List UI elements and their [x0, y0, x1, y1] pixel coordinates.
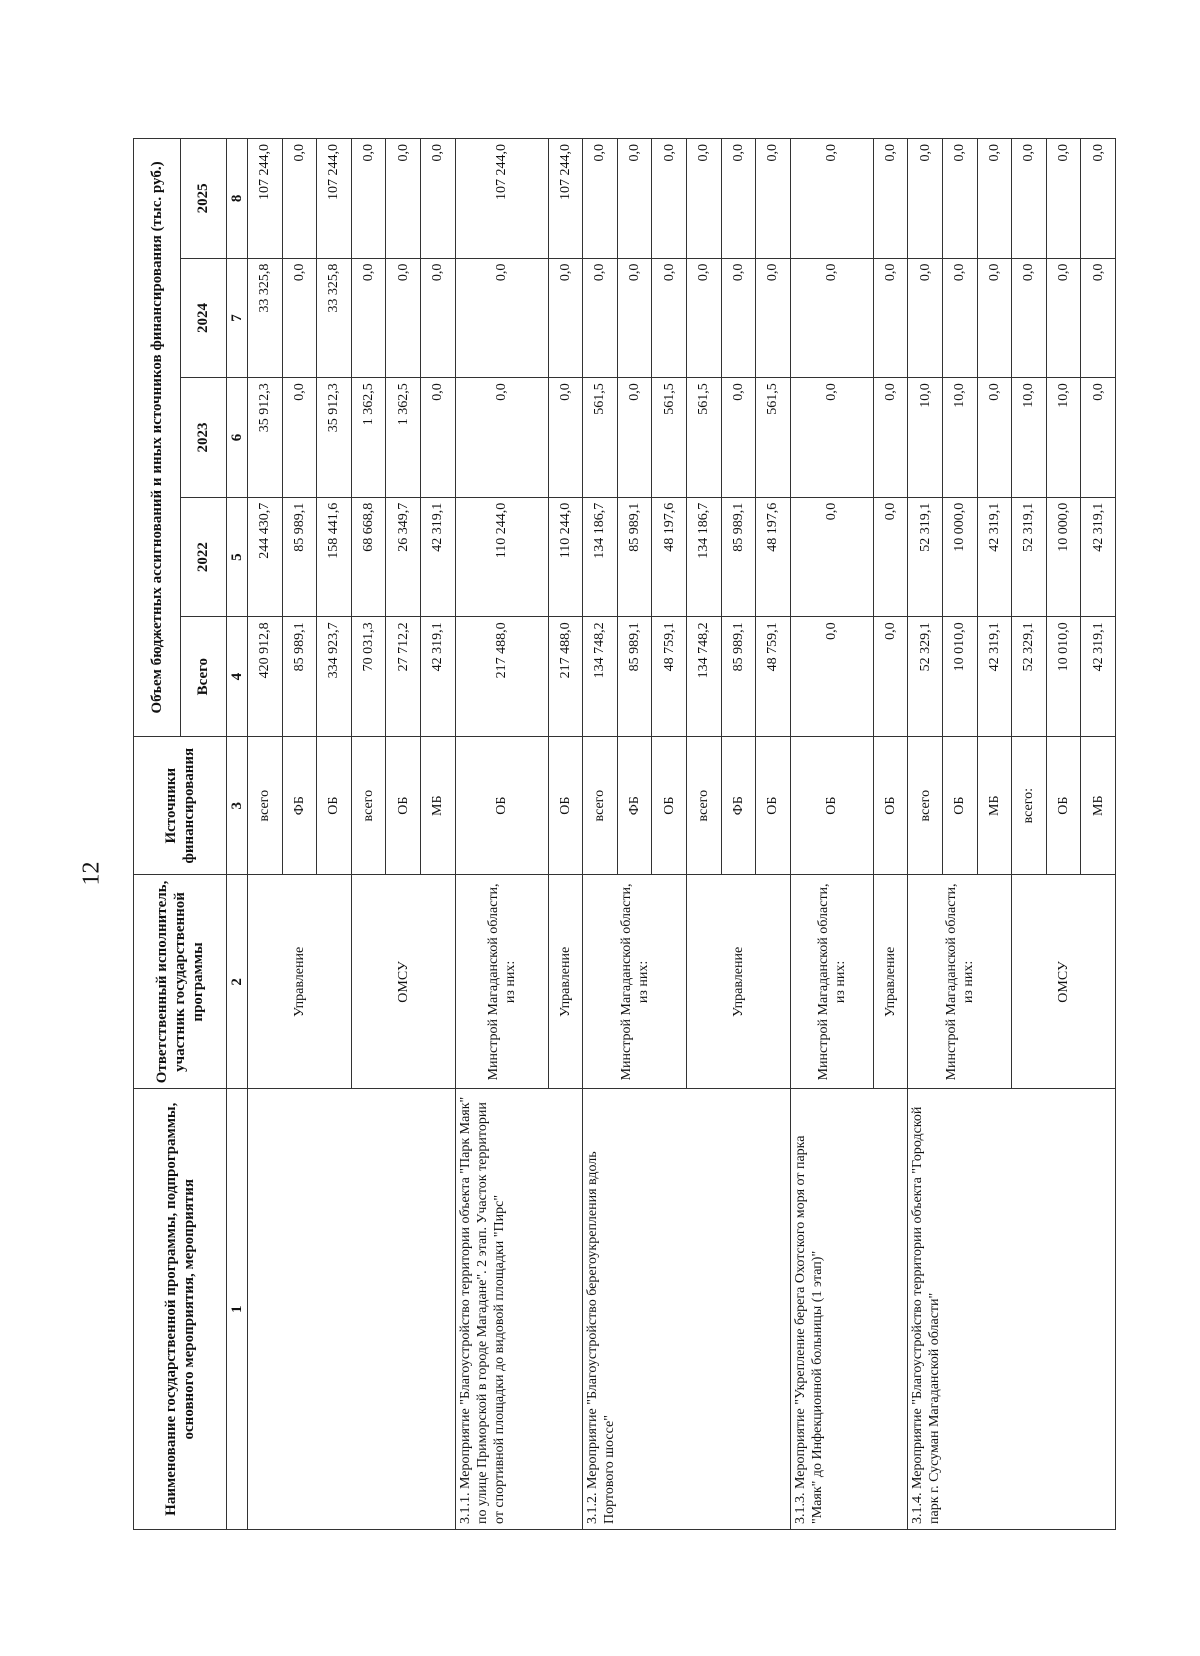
- row-2022: 85 989,1: [617, 497, 652, 617]
- row-total: 85 989,1: [721, 617, 756, 737]
- row-responsible: ОМСУ: [1012, 875, 1116, 1089]
- row-total: 42 319,1: [977, 617, 1012, 737]
- row-total: 0,0: [873, 617, 908, 737]
- row-2023: 1 362,5: [351, 378, 386, 498]
- row-source: МБ: [420, 736, 455, 874]
- row-total: 85 989,1: [282, 617, 317, 737]
- row-total: 70 031,3: [351, 617, 386, 737]
- row-2023: 0,0: [873, 378, 908, 498]
- row-source: всего: [351, 736, 386, 874]
- column-number: 3: [227, 736, 248, 874]
- header-source: Источники финансирования: [134, 736, 227, 874]
- row-total: 52 329,1: [908, 617, 943, 737]
- row-source: ОБ: [756, 736, 791, 874]
- row-total: 420 912,8: [248, 617, 283, 737]
- header-year-total: Всего: [180, 617, 227, 737]
- row-2022: 48 197,6: [652, 497, 687, 617]
- row-2024: 0,0: [908, 258, 943, 378]
- row-total: 10 010,0: [942, 617, 977, 737]
- header-year-2024: 2024: [180, 258, 227, 378]
- row-2024: 33 325,8: [317, 258, 352, 378]
- row-total: 334 923,7: [317, 617, 352, 737]
- row-2025: 0,0: [652, 139, 687, 259]
- row-2024: 0,0: [617, 258, 652, 378]
- row-2023: 0,0: [977, 378, 1012, 498]
- row-name: 3.1.1. Мероприятие "Благоустройство территории объекта "Парк Маяк" по улице Приморской в городе Магадане". 2 этап. Участок территории от спортивной площадки до видовой площадки "Пирс": [455, 1089, 583, 1530]
- column-number: 5: [227, 497, 248, 617]
- row-2025: 0,0: [873, 139, 908, 259]
- row-source: всего: [583, 736, 618, 874]
- row-2022: 110 244,0: [548, 497, 583, 617]
- row-2024: 0,0: [721, 258, 756, 378]
- row-2022: 110 244,0: [455, 497, 548, 617]
- table-row: [790, 139, 873, 1530]
- row-2024: 0,0: [790, 258, 873, 378]
- row-name: 3.1.4. Мероприятие "Благоустройство территории объекта "Городской парк г. Сусуман Магаданской области": [908, 1089, 1116, 1530]
- row-responsible: Минстрой Магаданской области, из них:: [790, 875, 873, 1089]
- row-2025: 0,0: [908, 139, 943, 259]
- row-2022: 42 319,1: [420, 497, 455, 617]
- row-name: 3.1.3. Мероприятие "Укрепление берега Охотского моря от парка "Маяк" до Инфекционной больницы (1 этап)": [790, 1089, 908, 1530]
- column-number: 6: [227, 378, 248, 498]
- row-2024: 0,0: [282, 258, 317, 378]
- row-total: 48 759,1: [652, 617, 687, 737]
- budget-table: [133, 138, 1116, 1530]
- row-2023: 10,0: [908, 378, 943, 498]
- row-2022: 26 349,7: [386, 497, 421, 617]
- row-2023: 0,0: [617, 378, 652, 498]
- row-2023: 0,0: [1081, 378, 1116, 498]
- header-name: Наименование государственной программы, подпрограммы, основного мероприятия, мероприятия: [134, 1089, 227, 1530]
- page-number: 12: [78, 861, 105, 886]
- row-2025: 0,0: [420, 139, 455, 259]
- row-2023: 0,0: [420, 378, 455, 498]
- row-2024: 0,0: [873, 258, 908, 378]
- row-2023: 561,5: [756, 378, 791, 498]
- row-source: ОБ: [652, 736, 687, 874]
- row-responsible: Управление: [548, 875, 583, 1089]
- row-2025: 0,0: [386, 139, 421, 259]
- row-total: 85 989,1: [617, 617, 652, 737]
- row-source: ФБ: [282, 736, 317, 874]
- row-2023: 0,0: [721, 378, 756, 498]
- header-year-2023: 2023: [180, 378, 227, 498]
- row-2023: 10,0: [1046, 378, 1081, 498]
- row-2022: 48 197,6: [756, 497, 791, 617]
- row-source: ОБ: [942, 736, 977, 874]
- row-2024: 0,0: [1081, 258, 1116, 378]
- column-number: 4: [227, 617, 248, 737]
- row-2024: 0,0: [942, 258, 977, 378]
- row-2022: 10 000,0: [942, 497, 977, 617]
- row-2025: 107 244,0: [248, 139, 283, 259]
- row-total: 52 329,1: [1012, 617, 1047, 737]
- header-column-numbers: [227, 139, 248, 1530]
- row-2023: 35 912,3: [317, 378, 352, 498]
- row-source: ОБ: [317, 736, 352, 874]
- row-2025: 0,0: [617, 139, 652, 259]
- row-2024: 0,0: [686, 258, 721, 378]
- row-2024: 0,0: [351, 258, 386, 378]
- row-2025: 107 244,0: [317, 139, 352, 259]
- row-2023: 561,5: [583, 378, 618, 498]
- row-source: всего:: [1012, 736, 1047, 874]
- row-2023: 0,0: [790, 378, 873, 498]
- row-2022: 85 989,1: [721, 497, 756, 617]
- row-2022: 85 989,1: [282, 497, 317, 617]
- row-source: МБ: [1081, 736, 1116, 874]
- row-2025: 0,0: [977, 139, 1012, 259]
- row-2022: 52 319,1: [908, 497, 943, 617]
- row-responsible: Минстрой Магаданской области, из них:: [455, 875, 548, 1089]
- row-2023: 0,0: [548, 378, 583, 498]
- row-2025: 0,0: [282, 139, 317, 259]
- row-name: [248, 1089, 456, 1530]
- row-2022: 244 430,7: [248, 497, 283, 617]
- row-source: ОБ: [548, 736, 583, 874]
- row-2024: 0,0: [386, 258, 421, 378]
- row-2025: 0,0: [756, 139, 791, 259]
- row-total: 217 488,0: [548, 617, 583, 737]
- row-source: всего: [908, 736, 943, 874]
- row-2025: 0,0: [583, 139, 618, 259]
- row-total: 0,0: [790, 617, 873, 737]
- row-total: 27 712,2: [386, 617, 421, 737]
- row-2024: 0,0: [756, 258, 791, 378]
- row-2025: 0,0: [351, 139, 386, 259]
- row-2025: 0,0: [1012, 139, 1047, 259]
- row-2025: 0,0: [1046, 139, 1081, 259]
- table-row: [908, 139, 943, 1530]
- row-2023: 561,5: [686, 378, 721, 498]
- header-year-2022: 2022: [180, 497, 227, 617]
- column-number: 7: [227, 258, 248, 378]
- row-responsible: Управление: [248, 875, 352, 1089]
- row-2025: 0,0: [790, 139, 873, 259]
- row-total: 42 319,1: [420, 617, 455, 737]
- row-source: ФБ: [721, 736, 756, 874]
- row-2024: 33 325,8: [248, 258, 283, 378]
- table-row: [455, 139, 548, 1530]
- row-responsible: Минстрой Магаданской области, из них:: [583, 875, 687, 1089]
- rotated-table-container: [133, 138, 1106, 1530]
- row-source: всего: [686, 736, 721, 874]
- row-2022: 10 000,0: [1046, 497, 1081, 617]
- row-2025: 107 244,0: [548, 139, 583, 259]
- row-responsible: Минстрой Магаданской области, из них:: [908, 875, 1012, 1089]
- row-responsible: Управление: [686, 875, 790, 1089]
- row-total: 10 010,0: [1046, 617, 1081, 737]
- column-number: 2: [227, 875, 248, 1089]
- row-2023: 35 912,3: [248, 378, 283, 498]
- row-2024: 0,0: [1012, 258, 1047, 378]
- row-total: 48 759,1: [756, 617, 791, 737]
- row-2022: 134 186,7: [686, 497, 721, 617]
- column-number: 8: [227, 139, 248, 259]
- row-source: ФБ: [617, 736, 652, 874]
- row-2023: 10,0: [942, 378, 977, 498]
- row-source: ОБ: [1046, 736, 1081, 874]
- row-2024: 0,0: [977, 258, 1012, 378]
- row-2023: 0,0: [282, 378, 317, 498]
- header-row-1: [134, 139, 181, 1530]
- row-2025: 0,0: [1081, 139, 1116, 259]
- row-source: ОБ: [873, 736, 908, 874]
- row-2024: 0,0: [420, 258, 455, 378]
- row-2024: 0,0: [1046, 258, 1081, 378]
- row-name: 3.1.2. Мероприятие "Благоустройство берегоукрепления вдоль Портового шоссе": [583, 1089, 791, 1530]
- row-source: МБ: [977, 736, 1012, 874]
- row-source: ОБ: [386, 736, 421, 874]
- row-2023: 561,5: [652, 378, 687, 498]
- row-total: 134 748,2: [686, 617, 721, 737]
- column-number: 1: [227, 1089, 248, 1530]
- row-2022: 0,0: [873, 497, 908, 617]
- row-2022: 134 186,7: [583, 497, 618, 617]
- row-2023: 10,0: [1012, 378, 1047, 498]
- row-2022: 158 441,6: [317, 497, 352, 617]
- table-row: [248, 139, 283, 1530]
- row-2023: 0,0: [455, 378, 548, 498]
- row-total: 134 748,2: [583, 617, 618, 737]
- row-2022: 42 319,1: [977, 497, 1012, 617]
- row-2023: 1 362,5: [386, 378, 421, 498]
- row-responsible: ОМСУ: [351, 875, 455, 1089]
- row-2024: 0,0: [548, 258, 583, 378]
- header-year-2025: 2025: [180, 139, 227, 259]
- header-responsible: Ответственный исполнитель, участник государственной программы: [134, 875, 227, 1089]
- row-source: ОБ: [455, 736, 548, 874]
- row-2024: 0,0: [455, 258, 548, 378]
- row-2025: 107 244,0: [455, 139, 548, 259]
- row-2025: 0,0: [686, 139, 721, 259]
- row-total: 42 319,1: [1081, 617, 1116, 737]
- row-2024: 0,0: [583, 258, 618, 378]
- row-2022: 42 319,1: [1081, 497, 1116, 617]
- table-row: [583, 139, 618, 1530]
- row-total: 217 488,0: [455, 617, 548, 737]
- row-source: всего: [248, 736, 283, 874]
- row-2022: 0,0: [790, 497, 873, 617]
- row-responsible: Управление: [873, 875, 908, 1089]
- row-2025: 0,0: [721, 139, 756, 259]
- row-2022: 68 668,8: [351, 497, 386, 617]
- row-2024: 0,0: [652, 258, 687, 378]
- row-2025: 0,0: [942, 139, 977, 259]
- row-2022: 52 319,1: [1012, 497, 1047, 617]
- row-source: ОБ: [790, 736, 873, 874]
- header-volume: Объем бюджетных ассигнований и иных источников финансирования (тыс. руб.): [134, 139, 181, 737]
